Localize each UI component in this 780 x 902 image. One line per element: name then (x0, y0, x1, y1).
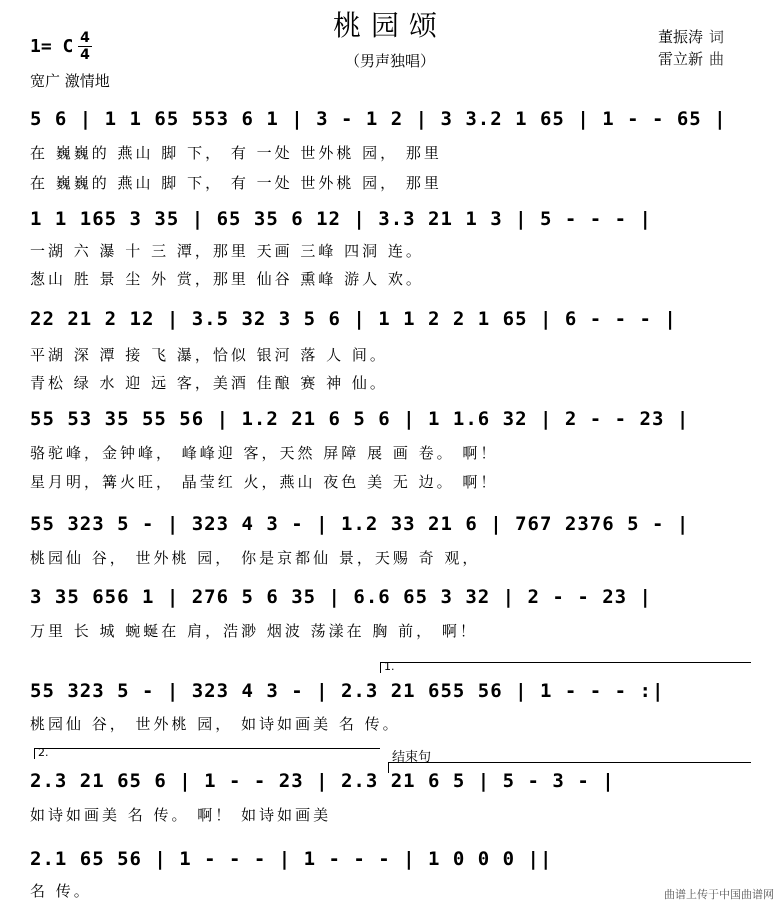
notation-line-7: 55 323 5 - | 323 4 3 - | 2.3 21 655 56 | 1 - - - :| (30, 680, 665, 702)
composer-credit (658, 48, 724, 69)
lyric-line-3b: 青松 绿 水 迎 远 客，美酒 佳酿 赛 神 仙。 (30, 374, 388, 392)
lyricist-name: 董振涛 (658, 28, 704, 46)
lyric-line-7: 桃园仙 谷， 世外桃 园， 如诗如画美 名 传。 (30, 715, 401, 733)
ending-phrase-label: 结束句 (392, 750, 432, 765)
lyric-line-1a: 在 巍巍的 燕山 脚 下， 有 一处 世外桃 园， 那里 (30, 144, 442, 162)
lyricist-credit (658, 26, 724, 47)
first-ending-bracket (380, 662, 751, 673)
notation-line-8: 2.3 21 65 6 | 1 - - 23 | 2.3 21 6 5 | 5 - 3 - | (30, 770, 615, 792)
lyric-line-6: 万里 长 城 蜿蜒在 肩，浩渺 烟波 荡漾在 胸 前， 啊！ (30, 622, 478, 640)
footer-watermark: 曲谱上传于中国曲谱网 (664, 888, 774, 901)
second-ending-label: 2. (38, 746, 49, 759)
second-ending-bracket (34, 748, 380, 759)
time-signature (78, 30, 92, 63)
notation-line-1: 5 6 | 1 1 65 553 6 1 | 3 - 1 2 | 3 3.2 1 65 | 1 - - 65 | (30, 108, 727, 130)
notation-line-6: 3 35 656 1 | 276 5 6 35 | 6.6 65 3 32 | 2 - - 23 | (30, 586, 652, 608)
lyric-line-3a: 平湖 深 潭 接 飞 瀑，恰似 银河 落 人 间。 (30, 346, 388, 364)
lyric-line-2a: 一湖 六 瀑 十 三 潭，那里 天画 三峰 四洞 连。 (30, 242, 424, 260)
notation-line-5: 55 323 5 - | 323 4 3 - | 1.2 33 21 6 | 767 2376 5 - | (30, 513, 690, 535)
notation-line-3: 22 21 2 12 | 3.5 32 3 5 6 | 1 1 2 2 1 65 | 6 - - - | (30, 308, 677, 330)
lyric-line-5: 桃园仙 谷， 世外桃 园， 你是京都仙 景，天赐 奇 观， (30, 549, 481, 567)
song-title: 桃园颂 (332, 9, 447, 42)
notation-line-2: 1 1 165 3 35 | 65 35 6 12 | 3.3 21 1 3 | 5 - - - | (30, 208, 652, 230)
notation-line-9: 2.1 65 56 | 1 - - - | 1 - - - | 1 0 0 0 || (30, 848, 553, 870)
song-subtitle: （男声独唱） (344, 52, 435, 70)
lyric-line-4a: 骆驼峰，金钟峰， 峰峰迎 客，天然 屏障 展 画 卷。 啊！ (30, 444, 499, 462)
time-signature-bottom: 4 (78, 46, 92, 63)
key-signature: 1= C (30, 36, 74, 57)
lyric-line-4b: 星月明，篝火旺， 晶莹红 火，燕山 夜色 美 无 边。 啊！ (30, 473, 499, 491)
notation-line-4: 55 53 35 55 56 | 1.2 21 6 5 6 | 1 1.6 32 | 2 - - 23 | (30, 408, 690, 430)
composer-name: 雷立新 (658, 50, 704, 68)
lyric-line-9: 名 传。 (30, 882, 92, 900)
lyric-line-2b: 葱山 胜 景 尘 外 赏，那里 仙谷 熏峰 游人 欢。 (30, 270, 424, 288)
lyric-line-1b: 在 巍巍的 燕山 脚 下， 有 一处 世外桃 园， 那里 (30, 174, 442, 192)
lyric-line-8: 如诗如画美 名 传。 啊！ 如诗如画美 (30, 806, 332, 824)
tempo-marking: 宽广 激情地 (30, 72, 110, 90)
lyricist-role: 词 (709, 28, 725, 46)
first-ending-label: 1. (384, 660, 395, 673)
time-signature-top: 4 (80, 30, 90, 46)
composer-role: 曲 (709, 50, 725, 68)
